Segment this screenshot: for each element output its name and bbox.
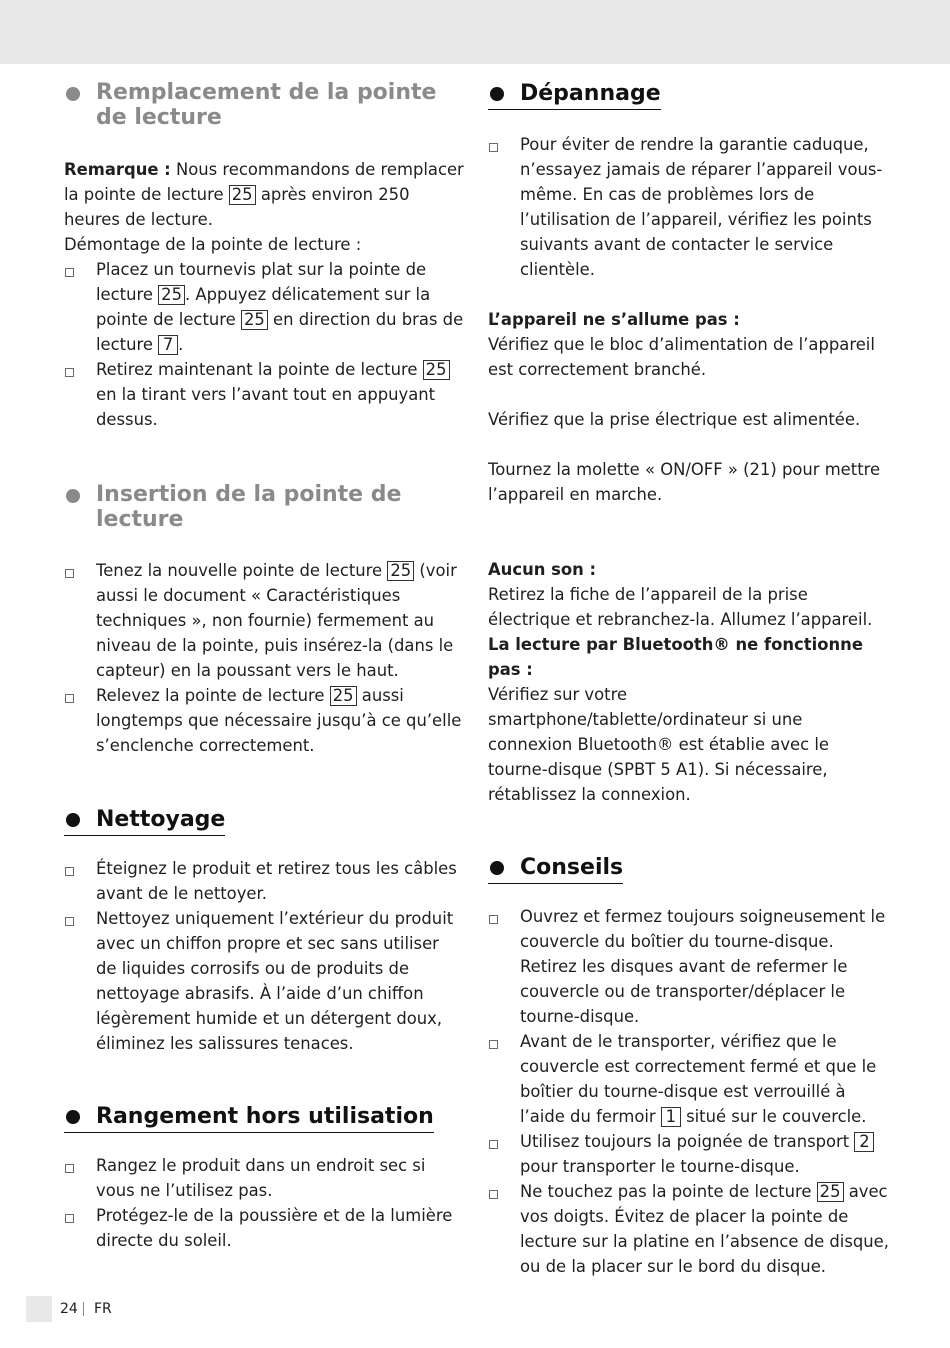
list-item: Ne touchez pas la pointe de lecture 25 avec vos doigts. Évitez de placer la pointe de lecture sur la platine en l’absence de disque, ou de la placer sur le bord du disque.	[488, 1179, 890, 1279]
page-footer	[26, 1296, 226, 1322]
list-item: Éteignez le produit et retirez tous les câbles avant de le nettoyer.	[64, 856, 464, 906]
bullet-dot-icon	[490, 861, 504, 875]
reference-number: 7	[158, 335, 178, 355]
list-item: Placez un tournevis plat sur la pointe de lecture 25 . Appuyez délicatement sur la pointe de lecture 25 en direction du bras de lecture 7 .	[64, 257, 464, 357]
reference-number: 25	[330, 686, 357, 706]
paragraph: Vérifiez sur votre smartphone/tablette/ordinateur si une connexion Bluetooth® est établie avec le tourne-disque (SPBT 5 A1). Si nécessaire, rétablissez la connexion.	[488, 685, 829, 804]
demontage-label: Démontage de la pointe de lecture :	[64, 235, 362, 254]
list-item: Pour éviter de rendre la garantie caduque, n’essayez jamais de réparer l’appareil vous-même. En cas de problèmes lors de l’utilisation de l’appareil, vérifiez les points suivants avant de contacter le service clientèle.	[488, 132, 890, 282]
remplacement-list	[64, 257, 464, 432]
list-item: Protégez-le de la poussière et de la lumière directe du soleil.	[64, 1203, 464, 1253]
footer-divider	[83, 1302, 84, 1316]
depannage-list	[488, 132, 890, 282]
reference-number: 25	[387, 561, 414, 581]
bullet-dot-icon	[66, 489, 80, 503]
subheading-ne-s-allume-pas: L’appareil ne s’allume pas :	[488, 310, 740, 329]
reference-number: 1	[661, 1107, 681, 1127]
bullet-dot-icon	[66, 813, 80, 827]
page-number: 24	[60, 1301, 78, 1317]
section-heading-remplacement: Remplacement de la pointe de lecture	[64, 80, 464, 130]
remarque-paragraph: Remarque : Nous recommandons de remplacer la pointe de lecture 25 après environ 250 heures de lecture.	[64, 160, 464, 229]
reference-number: 25	[241, 310, 268, 330]
rangement-list	[64, 1153, 464, 1253]
bullet-dot-icon	[66, 87, 80, 101]
paragraph: Retirez la fiche de l’appareil de la prise électrique et rebranchez-la. Allumez l’appareil.	[488, 585, 873, 629]
paragraph: Vérifiez que la prise électrique est alimentée.	[488, 410, 861, 429]
reference-number: 25	[817, 1182, 844, 1202]
paragraph: Vérifiez que le bloc d’alimentation de l’appareil est correctement branché.	[488, 335, 875, 379]
section-heading-rangement: Rangement hors utilisation	[64, 1103, 464, 1133]
insertion-list	[64, 558, 464, 758]
footer-box	[26, 1296, 52, 1322]
list-item: Avant de le transporter, vérifiez que le couvercle est correctement fermé et que le boîtier du tourne-disque est verrouillé à l’aide du fermoir 1 situé sur le couvercle.	[488, 1029, 890, 1129]
right-column	[488, 80, 890, 1279]
conseils-list	[488, 904, 890, 1279]
section-heading-insertion: Insertion de la pointe de lecture	[64, 482, 464, 532]
list-item: Nettoyez uniquement l’extérieur du produit avec un chiffon propre et sec sans utiliser de liquides corrosifs ou de produits de nettoyage abrasifs. À l’aide d’un chiffon légèrement humide et un détergent doux, éliminez les salissures tenaces.	[64, 906, 464, 1056]
section-heading-nettoyage: Nettoyage	[64, 806, 464, 836]
reference-number: 2	[854, 1132, 874, 1152]
reference-number: 25	[229, 185, 256, 205]
list-item: Retirez maintenant la pointe de lecture 25 en la tirant vers l’avant tout en appuyant dessus.	[64, 357, 464, 432]
language-code: FR	[94, 1301, 112, 1317]
reference-number: 25	[423, 360, 450, 380]
paragraph: Tournez la molette « ON/OFF » (21) pour mettre l’appareil en marche.	[488, 460, 881, 504]
header-band	[0, 0, 950, 64]
bullet-dot-icon	[66, 1110, 80, 1124]
subheading-aucun-son: Aucun son :	[488, 560, 597, 579]
left-column	[64, 80, 464, 1253]
nettoyage-list	[64, 856, 464, 1056]
section-heading-conseils: Conseils	[488, 854, 890, 884]
list-item: Tenez la nouvelle pointe de lecture 25 (voir aussi le document « Caractéristiques techniques », non fournie) fermement au niveau de la pointe, puis insérez-la (dans le capteur) en la poussant vers le haut.	[64, 558, 464, 683]
list-item: Rangez le produit dans un endroit sec si vous ne l’utilisez pas.	[64, 1153, 464, 1203]
list-item: Utilisez toujours la poignée de transport 2 pour transporter le tourne-disque.	[488, 1129, 890, 1179]
reference-number: 25	[158, 285, 185, 305]
list-item: Ouvrez et fermez toujours soigneusement le couvercle du boîtier du tourne-disque. Retirez les disques avant de refermer le couvercle ou de transporter/déplacer le tourne-disque.	[488, 904, 890, 1029]
list-item: Relevez la pointe de lecture 25 aussi longtemps que nécessaire jusqu’à ce qu’elle s’enclenche correctement.	[64, 683, 464, 758]
subheading-bluetooth: La lecture par Bluetooth® ne fonctionne pas :	[488, 635, 863, 679]
section-heading-depannage: Dépannage	[488, 80, 890, 110]
bullet-dot-icon	[490, 87, 504, 101]
